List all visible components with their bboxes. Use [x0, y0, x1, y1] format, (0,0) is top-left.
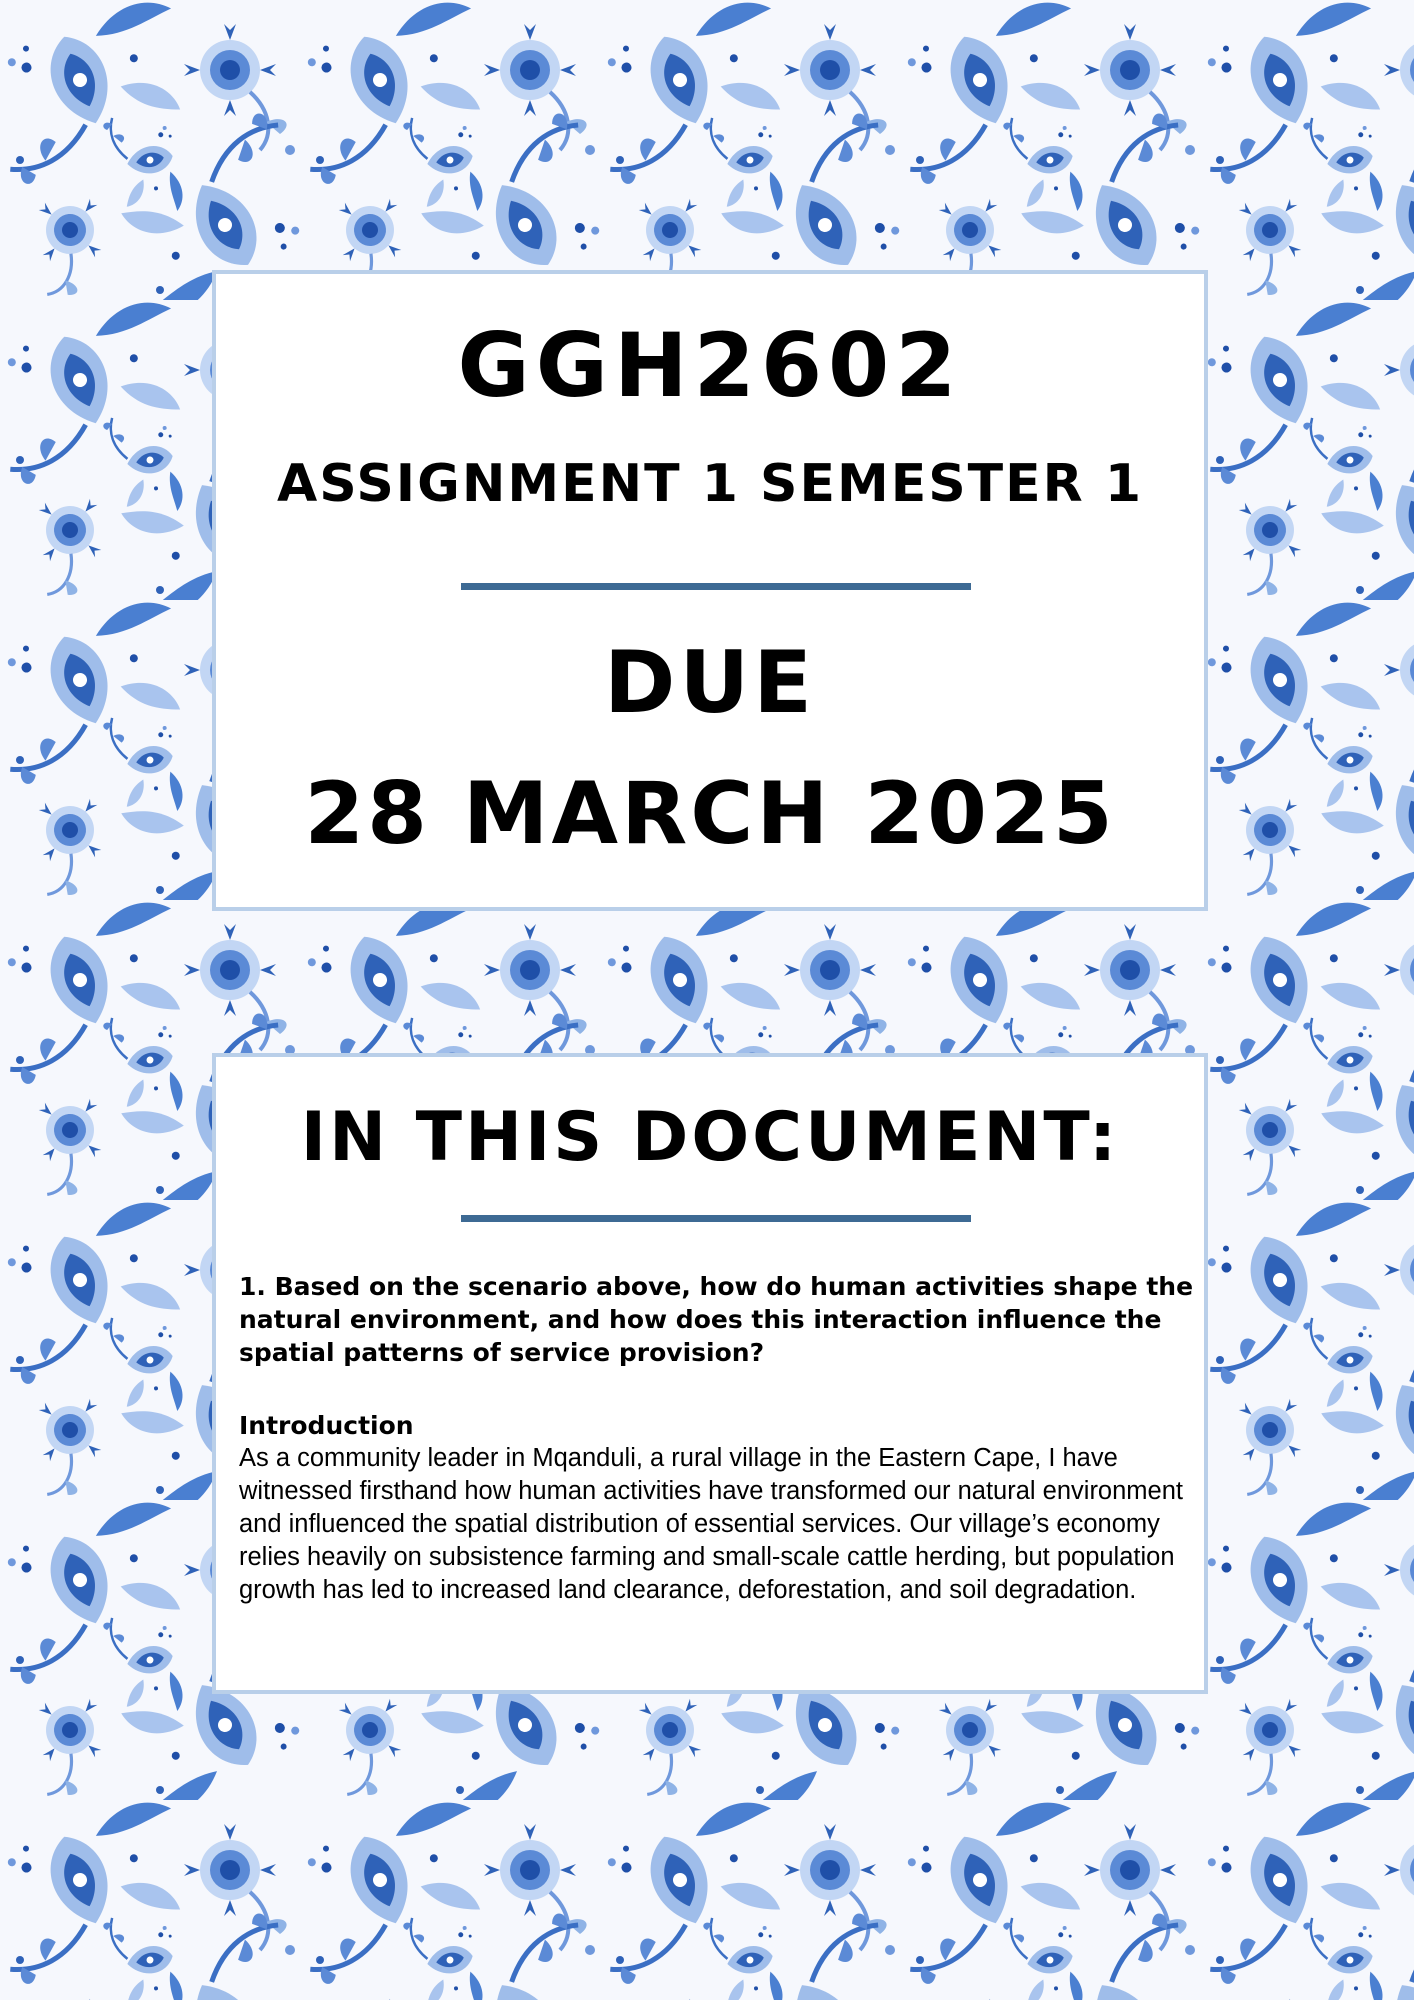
question-text: 1. Based on the scenario above, how do human activities shape the natural environment, and how does this interaction influence the spatial patterns of service provision?	[239, 1272, 1194, 1367]
contents-card	[212, 1053, 1208, 1694]
title-card	[212, 270, 1208, 911]
title-divider	[461, 583, 971, 590]
due-date: 28 MARCH 2025	[304, 764, 1116, 864]
course-code: GGH2602	[457, 314, 963, 417]
due-label: DUE	[604, 633, 816, 733]
introduction-heading: Introduction	[239, 1411, 414, 1440]
contents-heading: IN THIS DOCUMENT:	[300, 1098, 1120, 1177]
introduction-body: As a community leader in Mqanduli, a rural village in the Eastern Cape, I have witnessed firsthand how human activities have transformed our natural environment and influenced the spatial distribution of essential services. Our village’s economy relies heavily on subsistence farming and small-scale cattle herding, but population growth has led to increased land clearance, deforestation, and soil degradation.	[239, 1444, 1183, 1604]
contents-divider	[461, 1215, 971, 1222]
assignment-title: ASSIGNMENT 1 SEMESTER 1	[276, 454, 1143, 514]
